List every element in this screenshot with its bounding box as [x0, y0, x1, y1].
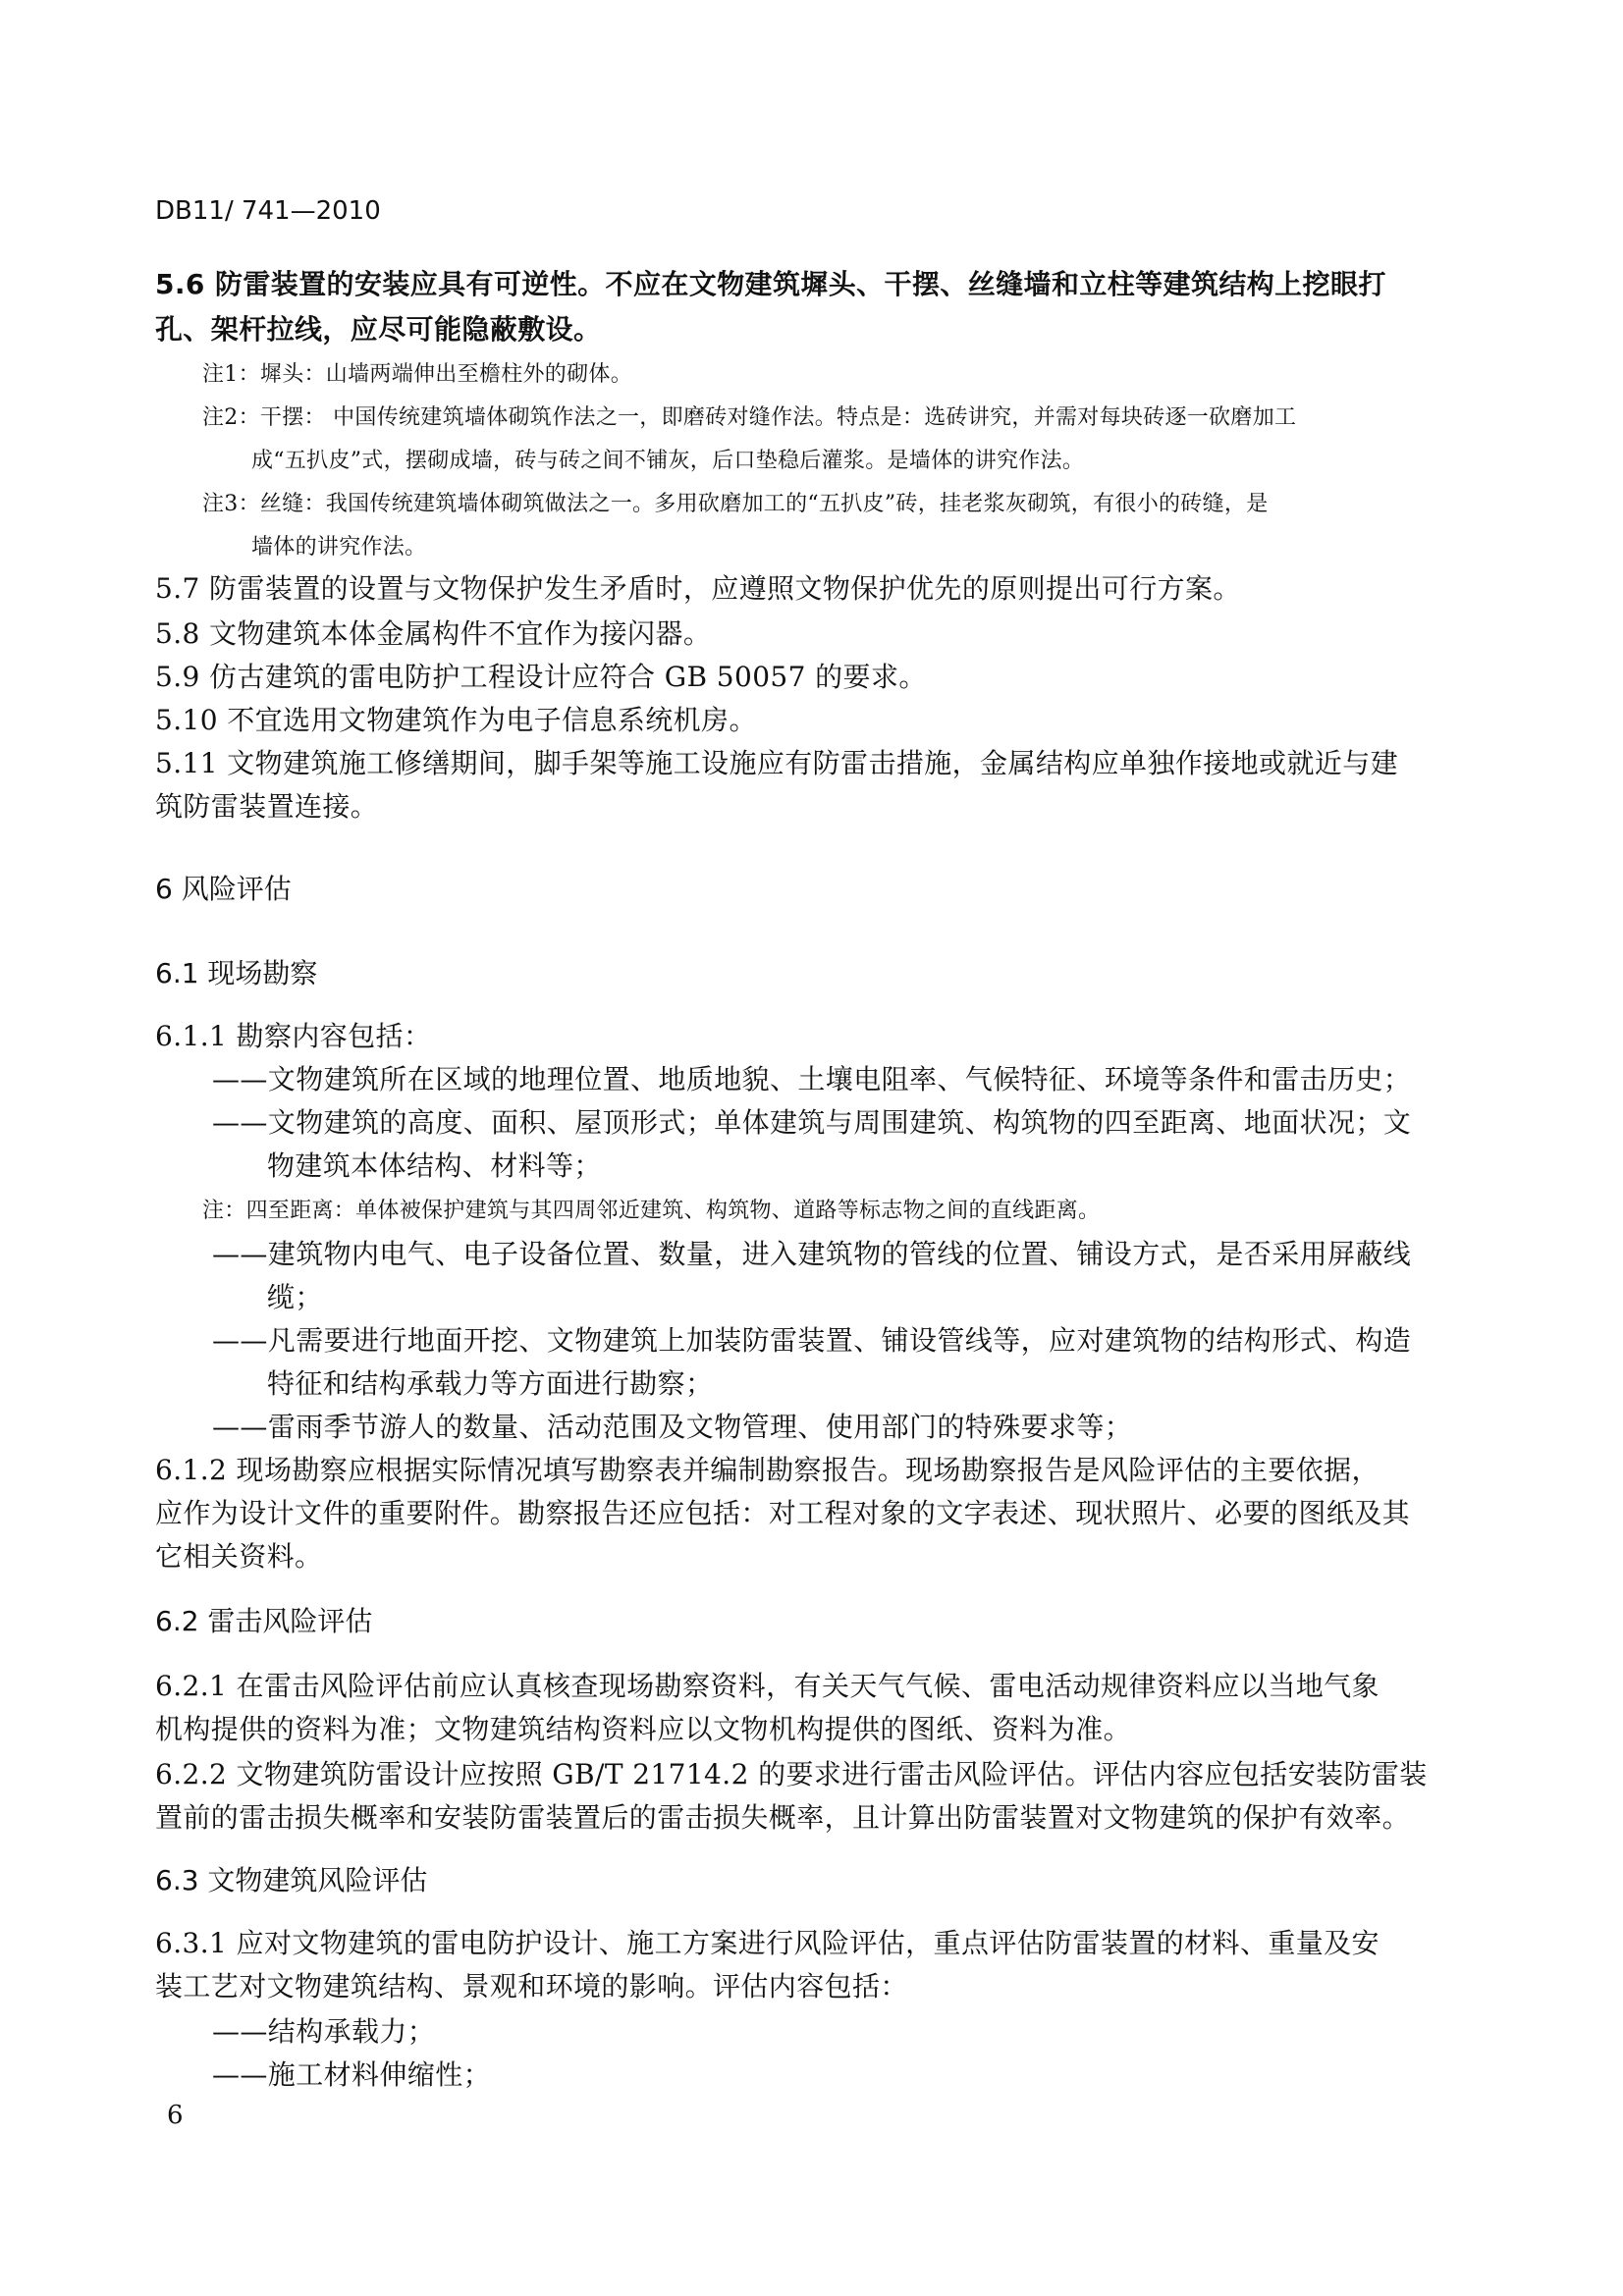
- clause-6-1-2: 6.1.2 现场勘察应根据实际情况填写勘察表并编制勘察报告。现场勘察报告是风险评估的主要依据，: [155, 1454, 1380, 1486]
- clause-6-2-2-cont: 置前的雷击损失概率和安装防雷装置后的雷击损失概率，且计算出防雷装置对文物建筑的保护有效率。: [155, 1801, 1411, 1834]
- clause-5-10: 5.10 不宜选用文物建筑作为电子信息系统机房。: [155, 704, 757, 736]
- dash-item-2-cont: 物建筑本体结构、材料等；: [267, 1149, 602, 1182]
- clause-6-1-1: 6.1.1 勘察内容包括：: [155, 1020, 432, 1052]
- section-heading-6-1: 6.1 现场勘察: [155, 957, 318, 989]
- clause-6-2-2: 6.2.2 文物建筑防雷设计应按照 GB/T 21714.2 的要求进行雷击风险评估。评估内容应包括安装防雷装: [155, 1758, 1428, 1790]
- section-heading-6: 6 风险评估: [155, 873, 292, 905]
- clause-6-3-1: 6.3.1 应对文物建筑的雷电防护设计、施工方案进行风险评估，重点评估防雷装置的材料、重量及安: [155, 1927, 1380, 1959]
- note-3-cont: 墙体的讲究作法。: [251, 535, 427, 560]
- page-number: 6: [167, 2101, 184, 2130]
- dash-item-6: ——结构承载力；: [212, 2015, 436, 2048]
- clause-5-11-cont: 筑防雷装置连接。: [155, 790, 379, 823]
- section-heading-6-2: 6.2 雷击风险评估: [155, 1605, 373, 1637]
- dash-item-2: ——文物建筑的高度、面积、屋顶形式；单体建筑与周围建筑、构筑物的四至距离、地面状况；文: [212, 1106, 1412, 1139]
- clause-6-1-2-cont-1: 应作为设计文件的重要附件。勘察报告还应包括：对工程对象的文字表述、现状照片、必要的图纸及其: [155, 1497, 1411, 1529]
- section-heading-6-3: 6.3 文物建筑风险评估: [155, 1864, 428, 1896]
- clause-5-11: 5.11 文物建筑施工修缮期间，脚手架等施工设施应有防雷击措施，金属结构应单独作接地或就近与建: [155, 747, 1399, 779]
- note-2: 注2：干摆： 中国传统建筑墙体砌筑作法之一，即磨砖对缝作法。特点是：选砖讲究，并需对每块砖逐一砍磨加工: [202, 405, 1297, 430]
- dash-item-1: ——文物建筑所在区域的地理位置、地质地貌、土壤电阻率、气候特征、环境等条件和雷击历史；: [212, 1063, 1412, 1095]
- clause-6-1-2-cont-2: 它相关资料。: [155, 1540, 323, 1573]
- note-1: 注1：墀头：山墙两端伸出至檐柱外的砌体。: [202, 362, 632, 387]
- clause-5-6-cont: 孔、架杆拉线，应尽可能隐蔽敷设。: [155, 313, 602, 346]
- dash-item-3-cont: 缆；: [267, 1281, 323, 1313]
- dash-item-3: ——建筑物内电气、电子设备位置、数量，进入建筑物的管线的位置、铺设方式，是否采用屏蔽线: [212, 1238, 1412, 1270]
- clause-5-9: 5.9 仿古建筑的雷电防护工程设计应符合 GB 50057 的要求。: [155, 661, 927, 693]
- dash-item-7: ——施工材料伸缩性；: [212, 2058, 492, 2091]
- dash-item-5: ——雷雨季节游人的数量、活动范围及文物管理、使用部门的特殊要求等；: [212, 1411, 1133, 1443]
- document-header: DB11/ 741—2010: [155, 196, 381, 226]
- clause-6-2-1-cont: 机构提供的资料为准；文物建筑结构资料应以文物机构提供的图纸、资料为准。: [155, 1713, 1132, 1745]
- note-3: 注3：丝缝：我国传统建筑墙体砌筑做法之一。多用砍磨加工的“五扒皮”砖，挂老浆灰砌筑，有很小的砖缝，是: [202, 492, 1269, 516]
- clause-6-3-1-cont: 装工艺对文物建筑结构、景观和环境的影响。评估内容包括：: [155, 1970, 908, 2002]
- clause-6-2-1: 6.2.1 在雷击风险评估前应认真核查现场勘察资料，有关天气气候、雷电活动规律资料应以当地气象: [155, 1670, 1380, 1702]
- clause-5-7: 5.7 防雷装置的设置与文物保护发生矛盾时，应遵照文物保护优先的原则提出可行方案。: [155, 572, 1241, 605]
- note-4: 注：四至距离：单体被保护建筑与其四周邻近建筑、构筑物、道路等标志物之间的直线距离。: [202, 1199, 1101, 1223]
- note-2-cont: 成“五扒皮”式，摆砌成墙，砖与砖之间不铺灰，后口垫稳后灌浆。是墙体的讲究作法。: [251, 449, 1085, 473]
- clause-5-8: 5.8 文物建筑本体金属构件不宜作为接闪器。: [155, 617, 712, 650]
- dash-item-4-cont: 特征和结构承载力等方面进行勘察；: [267, 1367, 714, 1400]
- dash-item-4: ——凡需要进行地面开挖、文物建筑上加装防雷装置、铺设管线等，应对建筑物的结构形式、构造: [212, 1324, 1412, 1357]
- clause-5-6: 5.6 防雷装置的安装应具有可逆性。不应在文物建筑墀头、干摆、丝缝墙和立柱等建筑结构上挖眼打: [155, 268, 1386, 300]
